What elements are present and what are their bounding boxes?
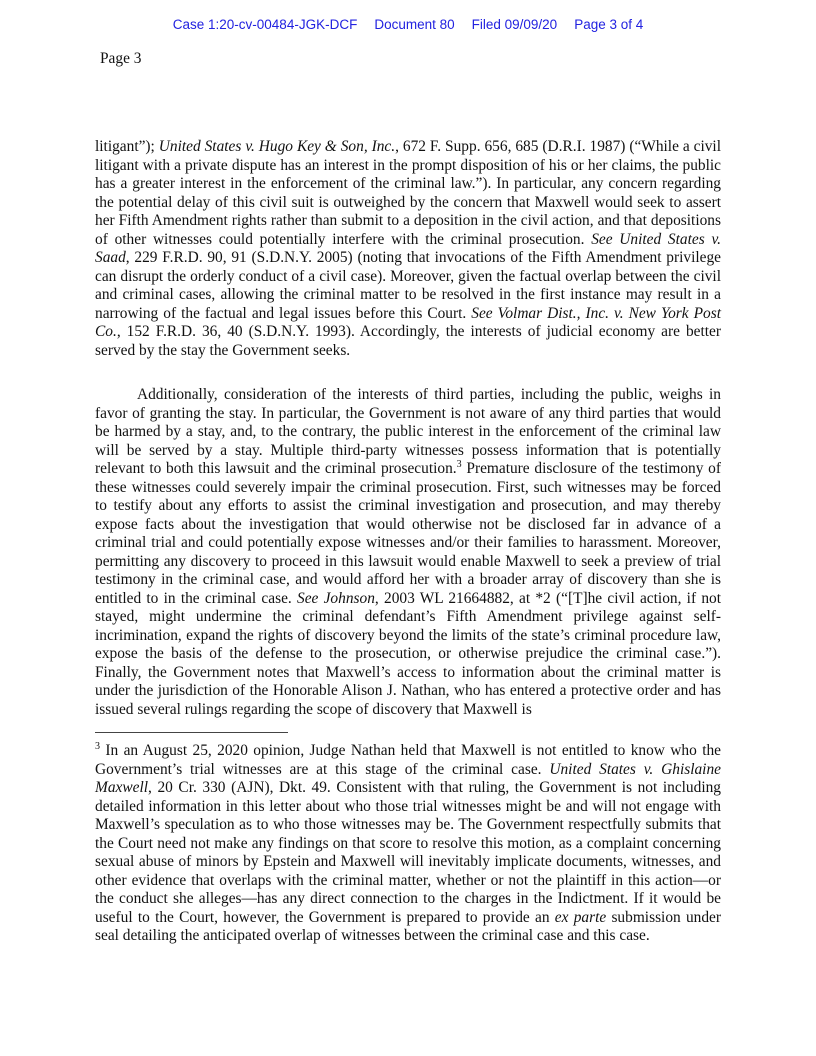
page-indicator: Page 3 of 4: [574, 17, 644, 32]
page-number-label: Page 3: [100, 50, 142, 67]
footnote-separator: [95, 732, 288, 733]
filed-date: Filed 09/09/20: [471, 17, 558, 32]
document-number: Document 80: [374, 17, 455, 32]
body-paragraph-1: litigant”); United States v. Hugo Key & Son, Inc., 672 F. Supp. 656, 685 (D.R.I. 1987) (“While a civil litigant with a private dispute has an interest in the prompt disposition of his or her claims, the public has a greater interest in the enforcement of the criminal law.”). In particular, any concern regarding the potential delay of this civil suit is outweighed by the concern that Maxwell would seek to assert her Fifth Amendment rights rather than submit to a deposition in the civil action, and that depositions of other witnesses could potentially interfere with the criminal prosecution. See United States v. Saad, 229 F.R.D. 90, 91 (S.D.N.Y. 2005) (noting that invocations of the Fifth Amendment privilege can disrupt the orderly conduct of a civil case). Moreover, given the factual overlap between the civil and criminal cases, allowing the criminal matter to be resolved in the first instance may result in a narrowing of the factual and legal issues before this Court. See Volmar Dist., Inc. v. New York Post Co., 152 F.R.D. 36, 40 (S.D.N.Y. 1993). Accordingly, the interests of judicial economy are better served by the stay the Government seeks.: [95, 138, 721, 359]
case-number: Case 1:20-cv-00484-JGK-DCF: [172, 17, 358, 32]
ecf-stamp-header: [0, 17, 816, 32]
document-body: [95, 138, 721, 946]
footnote-text: $^3$ In an August 25, 2020 opinion, Judge Nathan held that Maxwell is not entitled to know who the Government’s trial witnesses are at this stage of the criminal case. United States v. Ghislaine Maxwell, 20 Cr. 330 (AJN), Dkt. 49. Consistent with that ruling, the Government is not including detailed information in this letter about who those trial witnesses might be and will not engage with Maxwell’s speculation as to who those witnesses may be. The Government respectfully submits that the Court need not make any findings on that score to resolve this motion, as a complaint concerning sexual abuse of minors by Epstein and Maxwell will inevitably implicate documents, witnesses, and other evidence that overlaps with the criminal matter, whether or not the plaintiff in this action—or the conduct she alleges—has any direct connection to the charges in the Indictment. If it would be useful to the Court, however, the Government is prepared to provide an ex parte submission under seal detailing the anticipated overlap of witnesses between the criminal case and this case.: [95, 740, 722, 944]
body-paragraph-2: Additionally, consideration of the interests of third parties, including the public, weighs in favor of granting the stay. In particular, the Government is not aware of any third parties that would be harmed by a stay, and, to the contrary, the public interest in the enforcement of the criminal law will be served by a stay. Multiple third-party witnesses possess information that is potentially relevant to both this lawsuit and the criminal prosecution.$^3$ Premature disclosure of the testimony of these witnesses could severely impair the criminal prosecution. First, such witnesses may be forced to testify about any efforts to assist the criminal investigation and prosecution, and may thereby expose facts about the investigation that would otherwise not be disclosed far in advance of a criminal trial and could potentially expose witnesses and/or their families to harassment. Moreover, permitting any discovery to proceed in this lawsuit would enable Maxwell to seek a preview of trial testimony in the criminal case, and would afford her with a broader array of discovery than she is entitled to in the criminal case. See Johnson, 2003 WL 21664882, at *2 (“[T]he civil action, if not stayed, might undermine the criminal defendant’s Fifth Amendment privilege against self-incrimination, expand the rights of discovery beyond the limits of the state’s criminal procedure law, expose the basis of the defense to the prosecution, or otherwise prejudice the criminal case.”). Finally, the Government notes that Maxwell’s access to information about the criminal matter is under the jurisdiction of the Honorable Alison J. Nathan, who has entered a protective order and has issued several rulings regarding the scope of discovery that Maxwell is: [95, 386, 721, 718]
